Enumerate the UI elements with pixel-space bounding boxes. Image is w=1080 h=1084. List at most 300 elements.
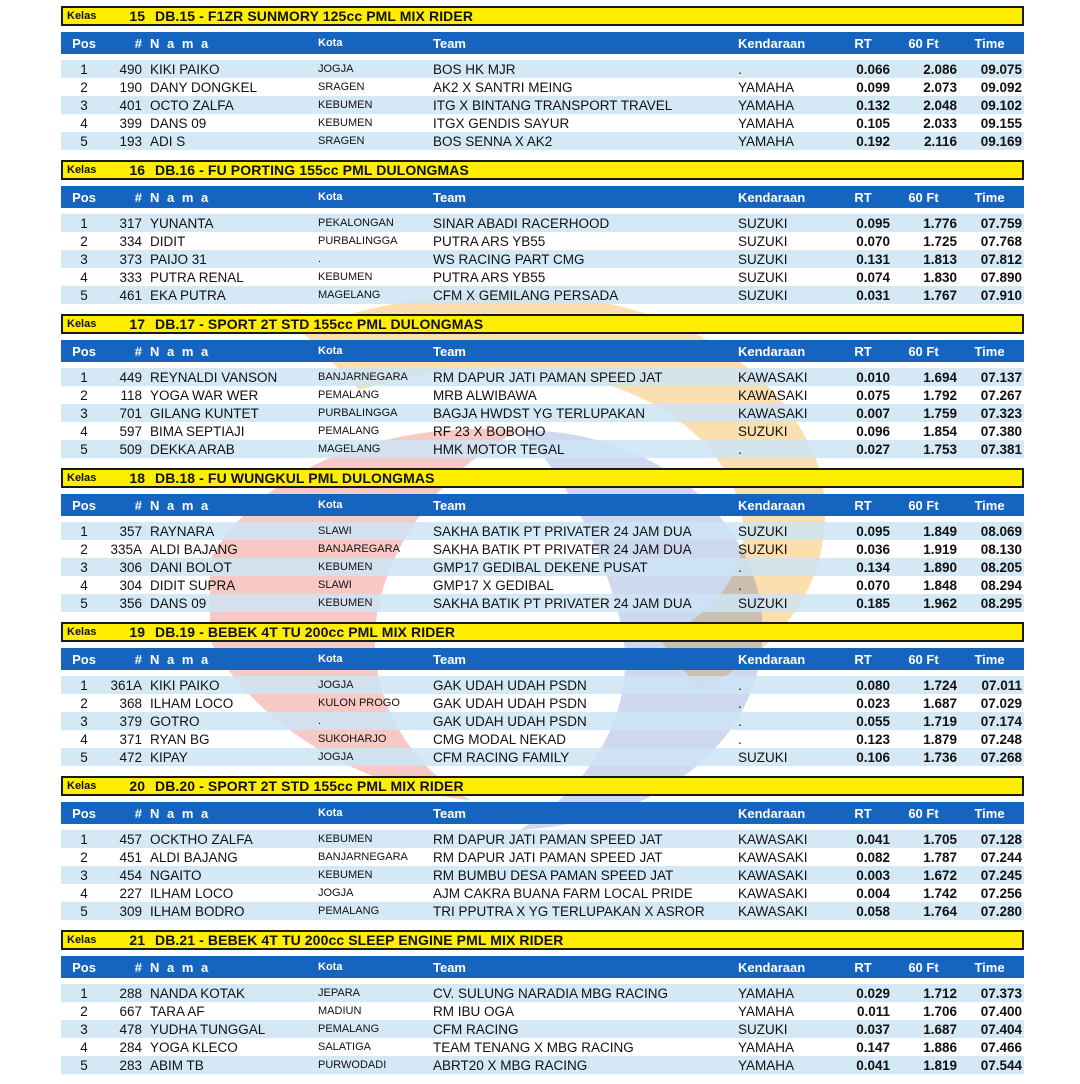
team-cell: SAKHA BATIK PT PRIVATER 24 JAM DUA <box>433 523 692 539</box>
name-cell: KIPAY <box>150 749 188 765</box>
table-row <box>61 440 1024 458</box>
class-label: Kelas <box>67 934 97 946</box>
team-cell: SAKHA BATIK PT PRIVATER 24 JAM DUA <box>433 595 692 611</box>
class-title-bar <box>61 776 1024 796</box>
rt-cell: 0.096 <box>856 423 890 439</box>
vehicle-cell: YAMAHA <box>738 1057 795 1073</box>
ft-header: 60 Ft <box>908 343 939 359</box>
table-row <box>61 78 1024 96</box>
city-cell: PURBALINGGA <box>318 407 398 419</box>
city-cell: SRAGEN <box>318 81 365 93</box>
vehicle-header: Kendaraan <box>738 959 806 975</box>
vehicle-cell: SUZUKI <box>738 233 788 249</box>
ft-cell: 1.830 <box>923 269 957 285</box>
team-cell: BAGJA HWDST YG TERLUPAKAN <box>433 405 646 421</box>
vehicle-cell: YAMAHA <box>738 97 795 113</box>
table-row <box>61 712 1024 730</box>
table-row <box>61 902 1024 920</box>
number-header: # <box>134 651 142 667</box>
ft-cell: 2.073 <box>923 79 957 95</box>
number-cell: 667 <box>119 1003 142 1019</box>
class-section <box>61 930 1024 1084</box>
city-cell: PEMALANG <box>318 389 380 401</box>
name-cell: ALDI BAJANG <box>150 849 238 865</box>
rt-cell: 0.105 <box>856 115 890 131</box>
city-cell: JOGJA <box>318 887 354 899</box>
number-cell: 193 <box>119 133 142 149</box>
vehicle-cell: . <box>738 441 742 457</box>
pos-cell: 3 <box>80 97 88 113</box>
city-header: Kota <box>318 345 343 357</box>
class-title-bar <box>61 468 1024 488</box>
class-title-bar <box>61 930 1024 950</box>
rt-cell: 0.011 <box>856 1003 890 1019</box>
rt-cell: 0.131 <box>856 251 890 267</box>
ft-cell: 1.694 <box>923 369 957 385</box>
class-section <box>61 468 1024 622</box>
number-cell: 288 <box>119 985 142 1001</box>
time-cell: 07.280 <box>980 903 1022 919</box>
name-cell: NANDA KOTAK <box>150 985 246 1001</box>
city-header: Kota <box>318 653 343 665</box>
team-cell: ITGX GENDIS SAYUR <box>433 115 570 131</box>
class-section <box>61 6 1024 160</box>
rt-cell: 0.134 <box>856 559 890 575</box>
name-cell: DANS 09 <box>150 115 207 131</box>
name-header: N a m a <box>150 343 211 359</box>
city-header: Kota <box>318 191 343 203</box>
city-cell: PEKALONGAN <box>318 217 394 229</box>
team-cell: CMG MODAL NEKAD <box>433 731 567 747</box>
pos-header: Pos <box>72 35 96 51</box>
class-label: Kelas <box>67 10 97 22</box>
team-header: Team <box>433 497 466 513</box>
table-header <box>61 648 1024 670</box>
number-cell: 118 <box>120 387 142 403</box>
ft-cell: 1.764 <box>923 903 957 919</box>
pos-cell: 1 <box>80 369 88 385</box>
time-cell: 07.768 <box>980 233 1022 249</box>
rt-cell: 0.185 <box>856 595 890 611</box>
table-header <box>61 32 1024 54</box>
city-cell: PURWODADI <box>318 1059 387 1071</box>
number-cell: 701 <box>119 405 142 421</box>
team-cell: MRB ALWIBAWA <box>433 387 537 403</box>
rt-header: RT <box>854 497 872 513</box>
name-cell: YOGA KLECO <box>150 1039 238 1055</box>
team-cell: CFM X GEMILANG PERSADA <box>433 287 619 303</box>
rt-cell: 0.003 <box>856 867 890 883</box>
team-cell: RM DAPUR JATI PAMAN SPEED JAT <box>433 849 663 865</box>
table-row <box>61 522 1024 540</box>
class-title: DB.18 - FU WUNGKUL PML DULONGMAS <box>155 470 435 486</box>
class-section <box>61 314 1024 468</box>
pos-header: Pos <box>72 651 96 667</box>
time-cell: 07.174 <box>980 713 1022 729</box>
rt-cell: 0.027 <box>856 441 890 457</box>
rt-cell: 0.123 <box>856 731 890 747</box>
city-cell: MAGELANG <box>318 289 381 301</box>
city-header: Kota <box>318 807 343 819</box>
number-cell: 334 <box>119 233 142 249</box>
vehicle-cell: KAWASAKI <box>738 831 808 847</box>
table-header <box>61 802 1024 824</box>
table-header <box>61 340 1024 362</box>
results-table <box>61 368 1024 458</box>
time-cell: 07.910 <box>980 287 1022 303</box>
number-cell: 449 <box>119 369 142 385</box>
team-header: Team <box>433 35 466 51</box>
name-cell: GILANG KUNTET <box>150 405 259 421</box>
pos-cell: 2 <box>80 79 88 95</box>
team-cell: GMP17 X GEDIBAL <box>433 577 554 593</box>
pos-cell: 5 <box>80 441 88 457</box>
number-cell: 356 <box>119 595 142 611</box>
team-header: Team <box>433 959 466 975</box>
name-header: N a m a <box>150 959 211 975</box>
vehicle-cell: . <box>738 677 742 693</box>
ft-cell: 2.086 <box>923 61 957 77</box>
team-cell: AJM CAKRA BUANA FARM LOCAL PRIDE <box>433 885 693 901</box>
pos-cell: 3 <box>80 867 88 883</box>
city-cell: MADIUN <box>318 1005 362 1017</box>
city-cell: KEBUMEN <box>318 597 373 609</box>
table-row <box>61 576 1024 594</box>
name-cell: GOTRO <box>150 713 200 729</box>
name-cell: ABIM TB <box>150 1057 204 1073</box>
time-cell: 07.380 <box>980 423 1022 439</box>
vehicle-header: Kendaraan <box>738 497 806 513</box>
time-cell: 07.268 <box>980 749 1022 765</box>
vehicle-cell: . <box>738 731 742 747</box>
name-cell: ILHAM LOCO <box>150 695 234 711</box>
city-cell: JOGJA <box>318 63 354 75</box>
class-label: Kelas <box>67 780 97 792</box>
pos-cell: 1 <box>80 677 88 693</box>
vehicle-cell: YAMAHA <box>738 1003 795 1019</box>
ft-cell: 1.687 <box>923 1021 957 1037</box>
team-cell: BOS HK MJR <box>433 61 516 77</box>
pos-cell: 3 <box>80 713 88 729</box>
rt-cell: 0.080 <box>856 677 890 693</box>
rt-cell: 0.147 <box>856 1039 890 1055</box>
vehicle-cell: KAWASAKI <box>738 903 808 919</box>
number-header: # <box>134 805 142 821</box>
city-cell: KEBUMEN <box>318 271 373 283</box>
time-cell: 07.890 <box>980 269 1022 285</box>
vehicle-cell: SUZUKI <box>738 423 788 439</box>
team-cell: RF 23 X BOBOHO <box>433 423 546 439</box>
time-cell: 07.373 <box>980 985 1022 1001</box>
class-label: Kelas <box>67 164 97 176</box>
name-cell: ADI S <box>150 133 186 149</box>
pos-cell: 2 <box>80 849 88 865</box>
time-header: Time <box>974 805 1005 821</box>
vehicle-cell: SUZUKI <box>738 1021 788 1037</box>
team-cell: SINAR ABADI RACERHOOD <box>433 215 610 231</box>
city-cell: KEBUMEN <box>318 561 373 573</box>
name-header: N a m a <box>150 189 211 205</box>
pos-cell: 5 <box>80 595 88 611</box>
class-section <box>61 160 1024 314</box>
ft-cell: 1.854 <box>923 423 957 439</box>
rt-cell: 0.041 <box>856 1057 890 1073</box>
ft-cell: 1.767 <box>923 287 957 303</box>
time-cell: 08.295 <box>980 595 1022 611</box>
ft-cell: 1.724 <box>923 677 957 693</box>
name-cell: NGAITO <box>150 867 202 883</box>
pos-cell: 2 <box>80 541 88 557</box>
table-row <box>61 268 1024 286</box>
class-title: DB.17 - SPORT 2T STD 155cc PML DULONGMAS <box>155 316 484 332</box>
rt-cell: 0.031 <box>856 287 890 303</box>
pos-cell: 5 <box>80 903 88 919</box>
name-cell: DANY DONGKEL <box>150 79 258 95</box>
pos-cell: 1 <box>80 61 88 77</box>
time-header: Time <box>974 959 1005 975</box>
rt-cell: 0.029 <box>856 985 890 1001</box>
name-cell: DEKKA ARAB <box>150 441 235 457</box>
results-table <box>61 214 1024 304</box>
ft-cell: 1.886 <box>923 1039 957 1055</box>
table-row <box>61 540 1024 558</box>
time-cell: 07.381 <box>980 441 1022 457</box>
city-cell: KULON PROGO <box>318 697 400 709</box>
city-cell: KEBUMEN <box>318 833 373 845</box>
city-cell: KEBUMEN <box>318 117 373 129</box>
ft-cell: 1.792 <box>923 387 957 403</box>
vehicle-cell: SUZUKI <box>738 287 788 303</box>
pos-cell: 1 <box>80 523 88 539</box>
number-cell: 283 <box>119 1057 142 1073</box>
city-cell: . <box>318 715 322 727</box>
class-number: 19 <box>129 624 145 640</box>
ft-cell: 1.962 <box>923 595 957 611</box>
time-cell: 08.130 <box>980 541 1022 557</box>
table-row <box>61 1020 1024 1038</box>
pos-header: Pos <box>72 959 96 975</box>
vehicle-cell: . <box>738 61 742 77</box>
name-cell: DANI BOLOT <box>150 559 232 575</box>
city-cell: SRAGEN <box>318 135 365 147</box>
number-header: # <box>134 35 142 51</box>
number-cell: 306 <box>119 559 142 575</box>
rt-cell: 0.082 <box>856 849 890 865</box>
table-row <box>61 250 1024 268</box>
ft-cell: 2.048 <box>923 97 957 113</box>
team-cell: WS RACING PART CMG <box>433 251 585 267</box>
table-row <box>61 96 1024 114</box>
vehicle-cell: YAMAHA <box>738 133 795 149</box>
time-cell: 09.102 <box>980 97 1022 113</box>
name-cell: PAIJO 31 <box>150 251 207 267</box>
pos-header: Pos <box>72 497 96 513</box>
city-cell: PEMALANG <box>318 1023 380 1035</box>
vehicle-cell: . <box>738 713 742 729</box>
number-cell: 371 <box>119 731 142 747</box>
time-cell: 09.075 <box>980 61 1022 77</box>
number-header: # <box>134 343 142 359</box>
vehicle-cell: KAWASAKI <box>738 387 808 403</box>
pos-header: Pos <box>72 343 96 359</box>
time-cell: 09.092 <box>980 79 1022 95</box>
table-row <box>61 114 1024 132</box>
rt-cell: 0.058 <box>856 903 890 919</box>
number-cell: 368 <box>119 695 142 711</box>
rt-cell: 0.007 <box>856 405 890 421</box>
ft-cell: 1.736 <box>923 749 957 765</box>
pos-cell: 4 <box>80 577 88 593</box>
pos-cell: 3 <box>80 405 88 421</box>
city-cell: KEBUMEN <box>318 99 373 111</box>
time-cell: 07.759 <box>980 215 1022 231</box>
name-header: N a m a <box>150 805 211 821</box>
vehicle-cell: KAWASAKI <box>738 405 808 421</box>
class-title-bar <box>61 314 1024 334</box>
vehicle-header: Kendaraan <box>738 35 806 51</box>
number-cell: 472 <box>119 749 142 765</box>
results-table <box>61 830 1024 920</box>
city-cell: . <box>318 253 322 265</box>
vehicle-cell: . <box>738 577 742 593</box>
pos-cell: 2 <box>80 695 88 711</box>
rt-header: RT <box>854 651 872 667</box>
rt-cell: 0.041 <box>856 831 890 847</box>
city-cell: SLAWI <box>318 579 352 591</box>
table-row <box>61 232 1024 250</box>
table-row <box>61 422 1024 440</box>
ft-cell: 1.725 <box>923 233 957 249</box>
vehicle-cell: KAWASAKI <box>738 369 808 385</box>
rt-cell: 0.074 <box>856 269 890 285</box>
city-cell: BANJARNEGARA <box>318 851 408 863</box>
table-header <box>61 186 1024 208</box>
rt-cell: 0.004 <box>856 885 890 901</box>
ft-cell: 1.672 <box>923 867 957 883</box>
time-cell: 07.544 <box>980 1057 1022 1073</box>
team-cell: ABRT20 X MBG RACING <box>433 1057 588 1073</box>
number-cell: 509 <box>119 441 142 457</box>
city-cell: JEPARA <box>318 987 360 999</box>
results-table <box>61 984 1024 1074</box>
class-section <box>61 622 1024 776</box>
rt-cell: 0.037 <box>856 1021 890 1037</box>
rt-cell: 0.036 <box>856 541 890 557</box>
vehicle-cell: SUZUKI <box>738 269 788 285</box>
name-cell: RAYNARA <box>150 523 215 539</box>
table-row <box>61 730 1024 748</box>
number-cell: 401 <box>119 97 142 113</box>
time-header: Time <box>974 35 1005 51</box>
results-table <box>61 522 1024 612</box>
name-cell: OCKTHO ZALFA <box>150 831 253 847</box>
city-cell: SALATIGA <box>318 1041 371 1053</box>
pos-cell: 4 <box>80 885 88 901</box>
team-cell: RM IBU OGA <box>433 1003 515 1019</box>
rt-cell: 0.132 <box>856 97 890 113</box>
time-header: Time <box>974 189 1005 205</box>
name-cell: DANS 09 <box>150 595 207 611</box>
table-row <box>61 132 1024 150</box>
number-header: # <box>134 497 142 513</box>
number-cell: 227 <box>119 885 142 901</box>
time-cell: 07.466 <box>980 1039 1022 1055</box>
time-cell: 07.248 <box>980 731 1022 747</box>
pos-cell: 4 <box>80 731 88 747</box>
team-cell: RM BUMBU DESA PAMAN SPEED JAT <box>433 867 674 883</box>
city-header: Kota <box>318 499 343 511</box>
city-cell: SLAWI <box>318 525 352 537</box>
rt-cell: 0.066 <box>856 61 890 77</box>
number-cell: 399 <box>119 115 142 131</box>
table-row <box>61 594 1024 612</box>
class-label: Kelas <box>67 318 97 330</box>
pos-cell: 5 <box>80 749 88 765</box>
table-row <box>61 748 1024 766</box>
ft-cell: 1.776 <box>923 215 957 231</box>
table-header <box>61 494 1024 516</box>
rt-cell: 0.070 <box>856 577 890 593</box>
name-cell: DIDIT <box>150 233 186 249</box>
table-row <box>61 1056 1024 1074</box>
vehicle-cell: . <box>738 559 742 575</box>
team-header: Team <box>433 343 466 359</box>
team-header: Team <box>433 189 466 205</box>
vehicle-header: Kendaraan <box>738 189 806 205</box>
number-cell: 379 <box>119 713 142 729</box>
city-cell: MAGELANG <box>318 443 381 455</box>
team-cell: GMP17 GEDIBAL DEKENE PUSAT <box>433 559 648 575</box>
rt-cell: 0.055 <box>856 713 890 729</box>
pos-cell: 3 <box>80 1021 88 1037</box>
time-cell: 07.256 <box>980 885 1022 901</box>
name-header: N a m a <box>150 497 211 513</box>
ft-cell: 1.742 <box>923 885 957 901</box>
rt-header: RT <box>854 343 872 359</box>
team-cell: GAK UDAH UDAH PSDN <box>433 713 587 729</box>
time-cell: 08.294 <box>980 577 1022 593</box>
ft-cell: 2.116 <box>923 133 957 149</box>
class-number: 18 <box>129 470 145 486</box>
pos-cell: 4 <box>80 423 88 439</box>
team-cell: RM DAPUR JATI PAMAN SPEED JAT <box>433 831 663 847</box>
class-title: DB.15 - F1ZR SUNMORY 125cc PML MIX RIDER <box>155 8 474 24</box>
table-row <box>61 694 1024 712</box>
ft-header: 60 Ft <box>908 35 939 51</box>
time-cell: 07.400 <box>980 1003 1022 1019</box>
team-cell: RM DAPUR JATI PAMAN SPEED JAT <box>433 369 663 385</box>
number-cell: 361A <box>110 677 142 693</box>
ft-cell: 1.687 <box>923 695 957 711</box>
class-title: DB.16 - FU PORTING 155cc PML DULONGMAS <box>155 162 469 178</box>
team-cell: BOS SENNA X AK2 <box>433 133 553 149</box>
pos-cell: 4 <box>80 1039 88 1055</box>
table-row <box>61 1002 1024 1020</box>
name-cell: ALDI BAJANG <box>150 541 238 557</box>
time-cell: 07.137 <box>980 369 1022 385</box>
rt-header: RT <box>854 35 872 51</box>
vehicle-cell: KAWASAKI <box>738 849 808 865</box>
time-cell: 07.029 <box>980 695 1022 711</box>
name-cell: ILHAM BODRO <box>150 903 245 919</box>
ft-cell: 1.706 <box>923 1003 957 1019</box>
team-cell: PUTRA ARS YB55 <box>433 269 546 285</box>
name-header: N a m a <box>150 651 211 667</box>
city-cell: JOGJA <box>318 679 354 691</box>
city-header: Kota <box>318 37 343 49</box>
number-cell: 357 <box>119 523 142 539</box>
number-cell: 490 <box>119 61 142 77</box>
